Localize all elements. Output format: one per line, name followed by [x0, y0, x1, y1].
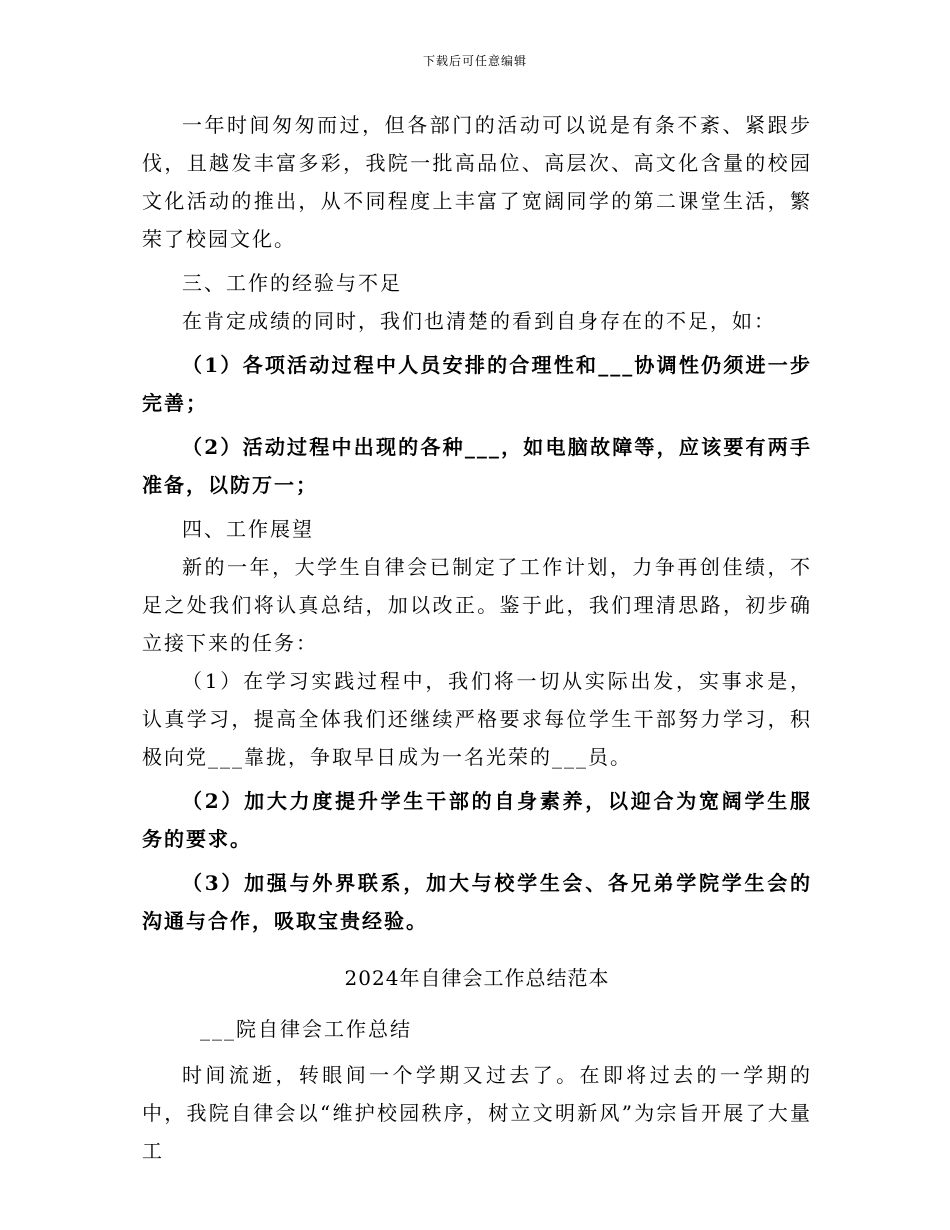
paragraph-section-intro: 时间流逝，转眼间一个学期又过去了。在即将过去的一学期的中，我院自律会以“维护校园秩序，树立文明新风”为宗旨开展了大量工	[142, 1063, 812, 1163]
paragraph-summary: 一年时间匆匆而过，但各部门的活动可以说是有条不紊、紧跟步伐，且越发丰富多彩，我院一批高品位、高层次、高文化含量的校园文化活动的推出，从不同程度上丰富了宽阔同学的第二课堂生活，繁荣了校园文化。	[142, 113, 812, 251]
paragraph-shortcoming-2: （2）活动过程中出现的各种___，如电脑故障等，应该要有两手准备，以防万一；	[142, 435, 812, 497]
paragraph-outlook-intro: 新的一年，大学生自律会已制定了工作计划，力争再创佳绩，不足之处我们将认真总结，加以改正。鉴于此，我们理清思路，初步确立接下来的任务：	[142, 555, 812, 655]
paragraph-shortcomings-intro: 在肯定成绩的同时，我们也清楚的看到自身存在的不足，如：	[182, 309, 776, 333]
paragraph-task-1: （1）在学习实践过程中，我们将一切从实际出发，实事求是，认真学习，提高全体我们还继续严格要求每位学生干部努力学习，积极向党___靠拢，争取早日成为一名光荣的___员。	[142, 669, 812, 769]
page-header-note: 下载后可任意编辑	[422, 54, 527, 68]
heading-outlook: 四、工作展望	[182, 517, 314, 541]
paragraph-shortcoming-1: （1）各项活动过程中人员安排的合理性和___协调性仍须进一步完善；	[142, 353, 812, 415]
paragraph-task-3: （3）加强与外界联系，加大与校学生会、各兄弟学院学生会的沟通与合作，吸取宝贵经验。	[142, 871, 812, 933]
heading-experience-shortcomings: 三、工作的经验与不足	[182, 271, 402, 295]
section-subtitle: ___院自律会工作总结	[200, 1017, 412, 1041]
paragraph-task-2: （2）加大力度提升学生干部的自身素养，以迎合为宽阔学生服务的要求。	[142, 789, 812, 851]
section-title: 2024年自律会工作总结范本	[344, 966, 610, 990]
document-body	[142, 106, 812, 1170]
